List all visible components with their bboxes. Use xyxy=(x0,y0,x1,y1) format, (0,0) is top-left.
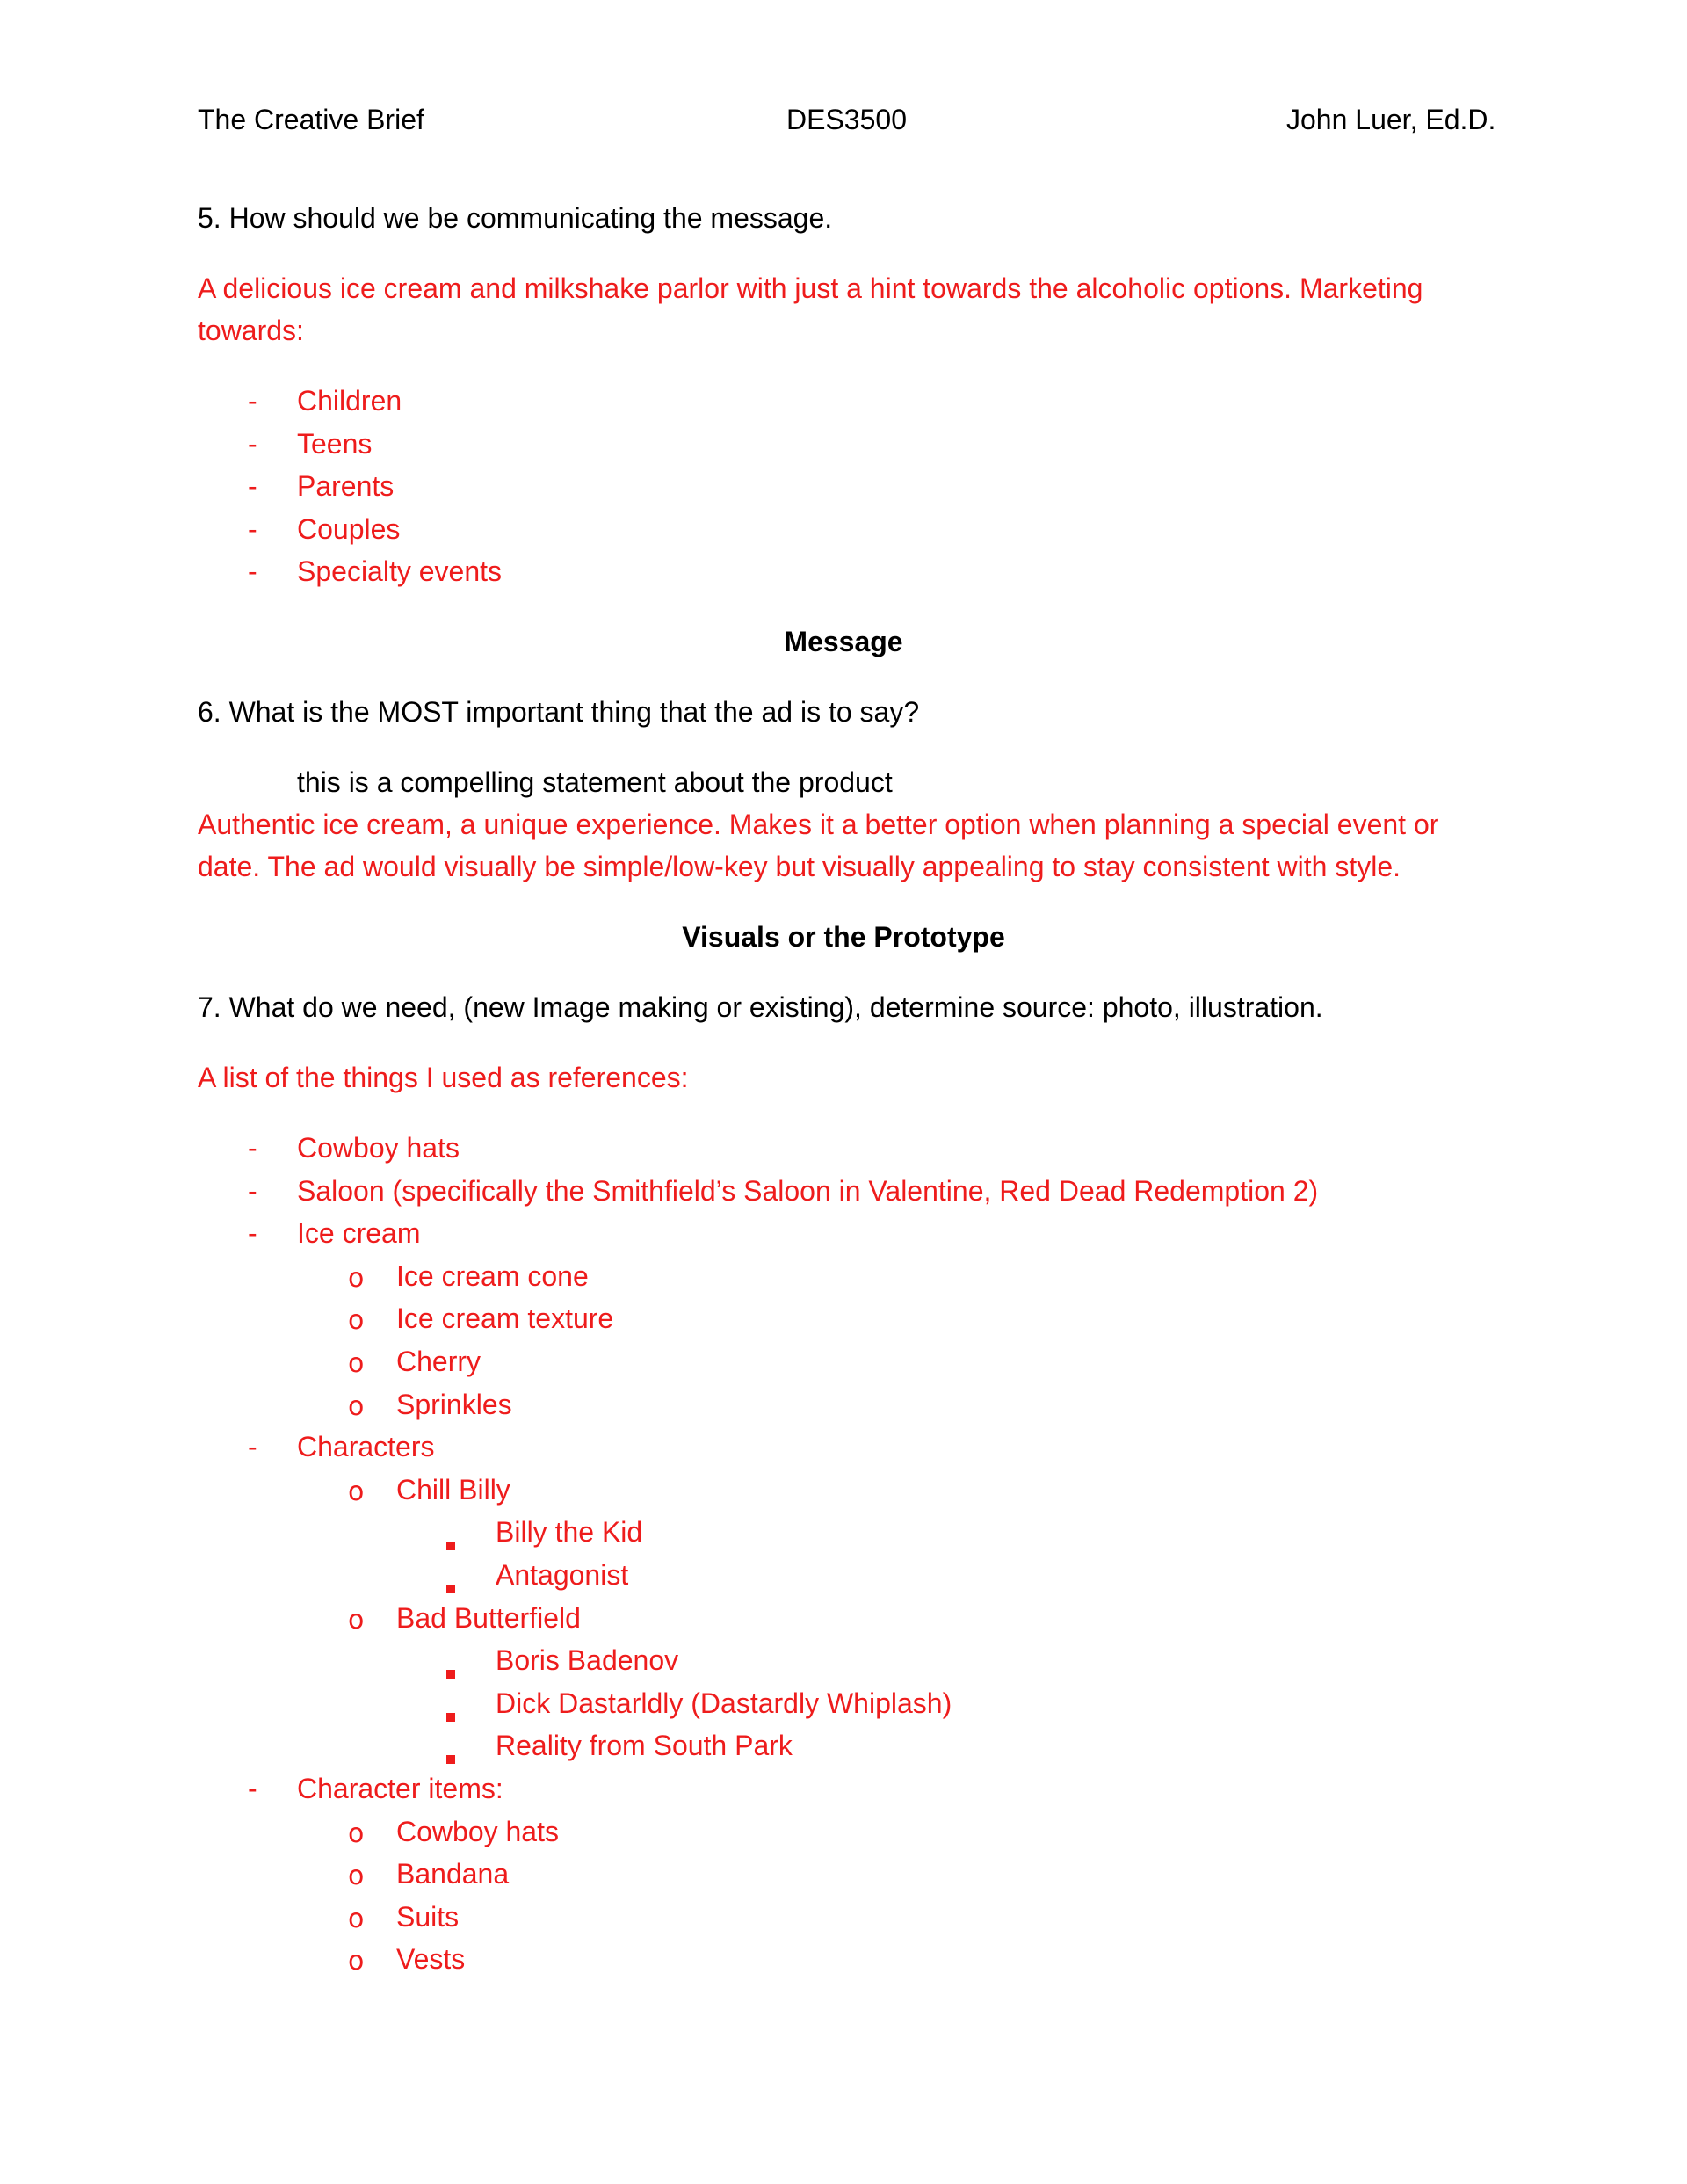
list-item: Bandana xyxy=(396,1858,510,1890)
list-item: Suits xyxy=(396,1901,460,1933)
question-6: 6. What is the MOST important thing that the ad is to say? xyxy=(198,696,920,728)
list-item: Ice cream cone xyxy=(396,1260,589,1292)
answer-5-line-1: A delicious ice cream and milkshake parlor with just a hint towards the alcoholic options. Marketing xyxy=(198,272,1423,304)
dash-bullet-icon: - xyxy=(248,428,257,460)
answer-6-line-1: Authentic ice cream, a unique experience. Makes it a better option when planning a special event or xyxy=(198,809,1439,840)
question-5: 5. How should we be communicating the message. xyxy=(198,202,833,234)
answer-6-line-2: date. The ad would visually be simple/low-key but visually appealing to stay consistent with style. xyxy=(198,851,1401,882)
circle-bullet-icon: o xyxy=(348,1477,365,1507)
circle-bullet-icon: o xyxy=(348,1605,365,1636)
dash-bullet-icon: - xyxy=(248,470,257,502)
dash-bullet-icon: - xyxy=(248,555,257,587)
circle-bullet-icon: o xyxy=(348,1391,365,1422)
list-item: Specialty events xyxy=(297,555,503,587)
list-item: Teens xyxy=(297,428,373,460)
list-item: Vests xyxy=(396,1943,466,1975)
list-item: Children xyxy=(297,385,402,417)
list-item: Ice cream texture xyxy=(396,1302,614,1334)
header-right: John Luer, Ed.D. xyxy=(1286,104,1496,135)
list-item: Parents xyxy=(297,470,395,502)
list-item: Sprinkles xyxy=(396,1389,512,1420)
circle-bullet-icon: o xyxy=(348,1348,365,1379)
list-item: Billy the Kid xyxy=(496,1516,643,1548)
square-bullet-icon xyxy=(446,1655,455,1683)
circle-bullet-icon: o xyxy=(348,1818,365,1849)
list-item: Reality from South Park xyxy=(496,1730,793,1761)
list-item: Bad Butterfield xyxy=(396,1602,581,1634)
square-bullet-icon xyxy=(446,1527,455,1555)
square-bullet-icon xyxy=(446,1570,455,1598)
dash-bullet-icon: - xyxy=(248,385,257,417)
square-bullet-icon xyxy=(446,1698,455,1726)
list-item: Boris Badenov xyxy=(496,1644,679,1676)
header-center: DES3500 xyxy=(786,104,907,135)
list-item: Couples xyxy=(297,513,401,545)
list-item: Cowboy hats xyxy=(396,1816,559,1847)
dash-bullet-icon: - xyxy=(248,1431,257,1462)
dash-bullet-icon: - xyxy=(248,1175,257,1207)
header-left: The Creative Brief xyxy=(198,104,424,135)
list-item: Antagonist xyxy=(496,1559,629,1591)
message-heading: Message xyxy=(784,626,903,657)
question-7: 7. What do we need, (new Image making or existing), determine source: photo, illustration. xyxy=(198,991,1323,1023)
circle-bullet-icon: o xyxy=(348,1263,365,1294)
circle-bullet-icon: o xyxy=(348,1305,365,1336)
dash-bullet-icon: - xyxy=(248,1217,257,1249)
list-item: Saloon (specifically the Smithfield’s Saloon in Valentine, Red Dead Redemption 2) xyxy=(297,1175,1319,1207)
dash-bullet-icon: - xyxy=(248,1773,257,1804)
answer-7-intro: A list of the things I used as references: xyxy=(198,1062,689,1093)
list-item: Characters xyxy=(297,1431,435,1462)
circle-bullet-icon: o xyxy=(348,1861,365,1891)
circle-bullet-icon: o xyxy=(348,1946,365,1977)
visuals-heading: Visuals or the Prototype xyxy=(682,921,1005,953)
list-item: Chill Billy xyxy=(396,1474,510,1506)
list-item: Cherry xyxy=(396,1346,481,1377)
circle-bullet-icon: o xyxy=(348,1904,365,1934)
question-6-prompt: this is a compelling statement about the product xyxy=(297,766,893,798)
list-item: Character items: xyxy=(297,1773,503,1804)
answer-5-line-2: towards: xyxy=(198,315,304,346)
list-item: Dick Dastarldly (Dastardly Whiplash) xyxy=(496,1687,952,1719)
dash-bullet-icon: - xyxy=(248,513,257,545)
square-bullet-icon xyxy=(446,1740,455,1768)
list-item: Ice cream xyxy=(297,1217,421,1249)
list-item: Cowboy hats xyxy=(297,1132,460,1164)
dash-bullet-icon: - xyxy=(248,1132,257,1164)
